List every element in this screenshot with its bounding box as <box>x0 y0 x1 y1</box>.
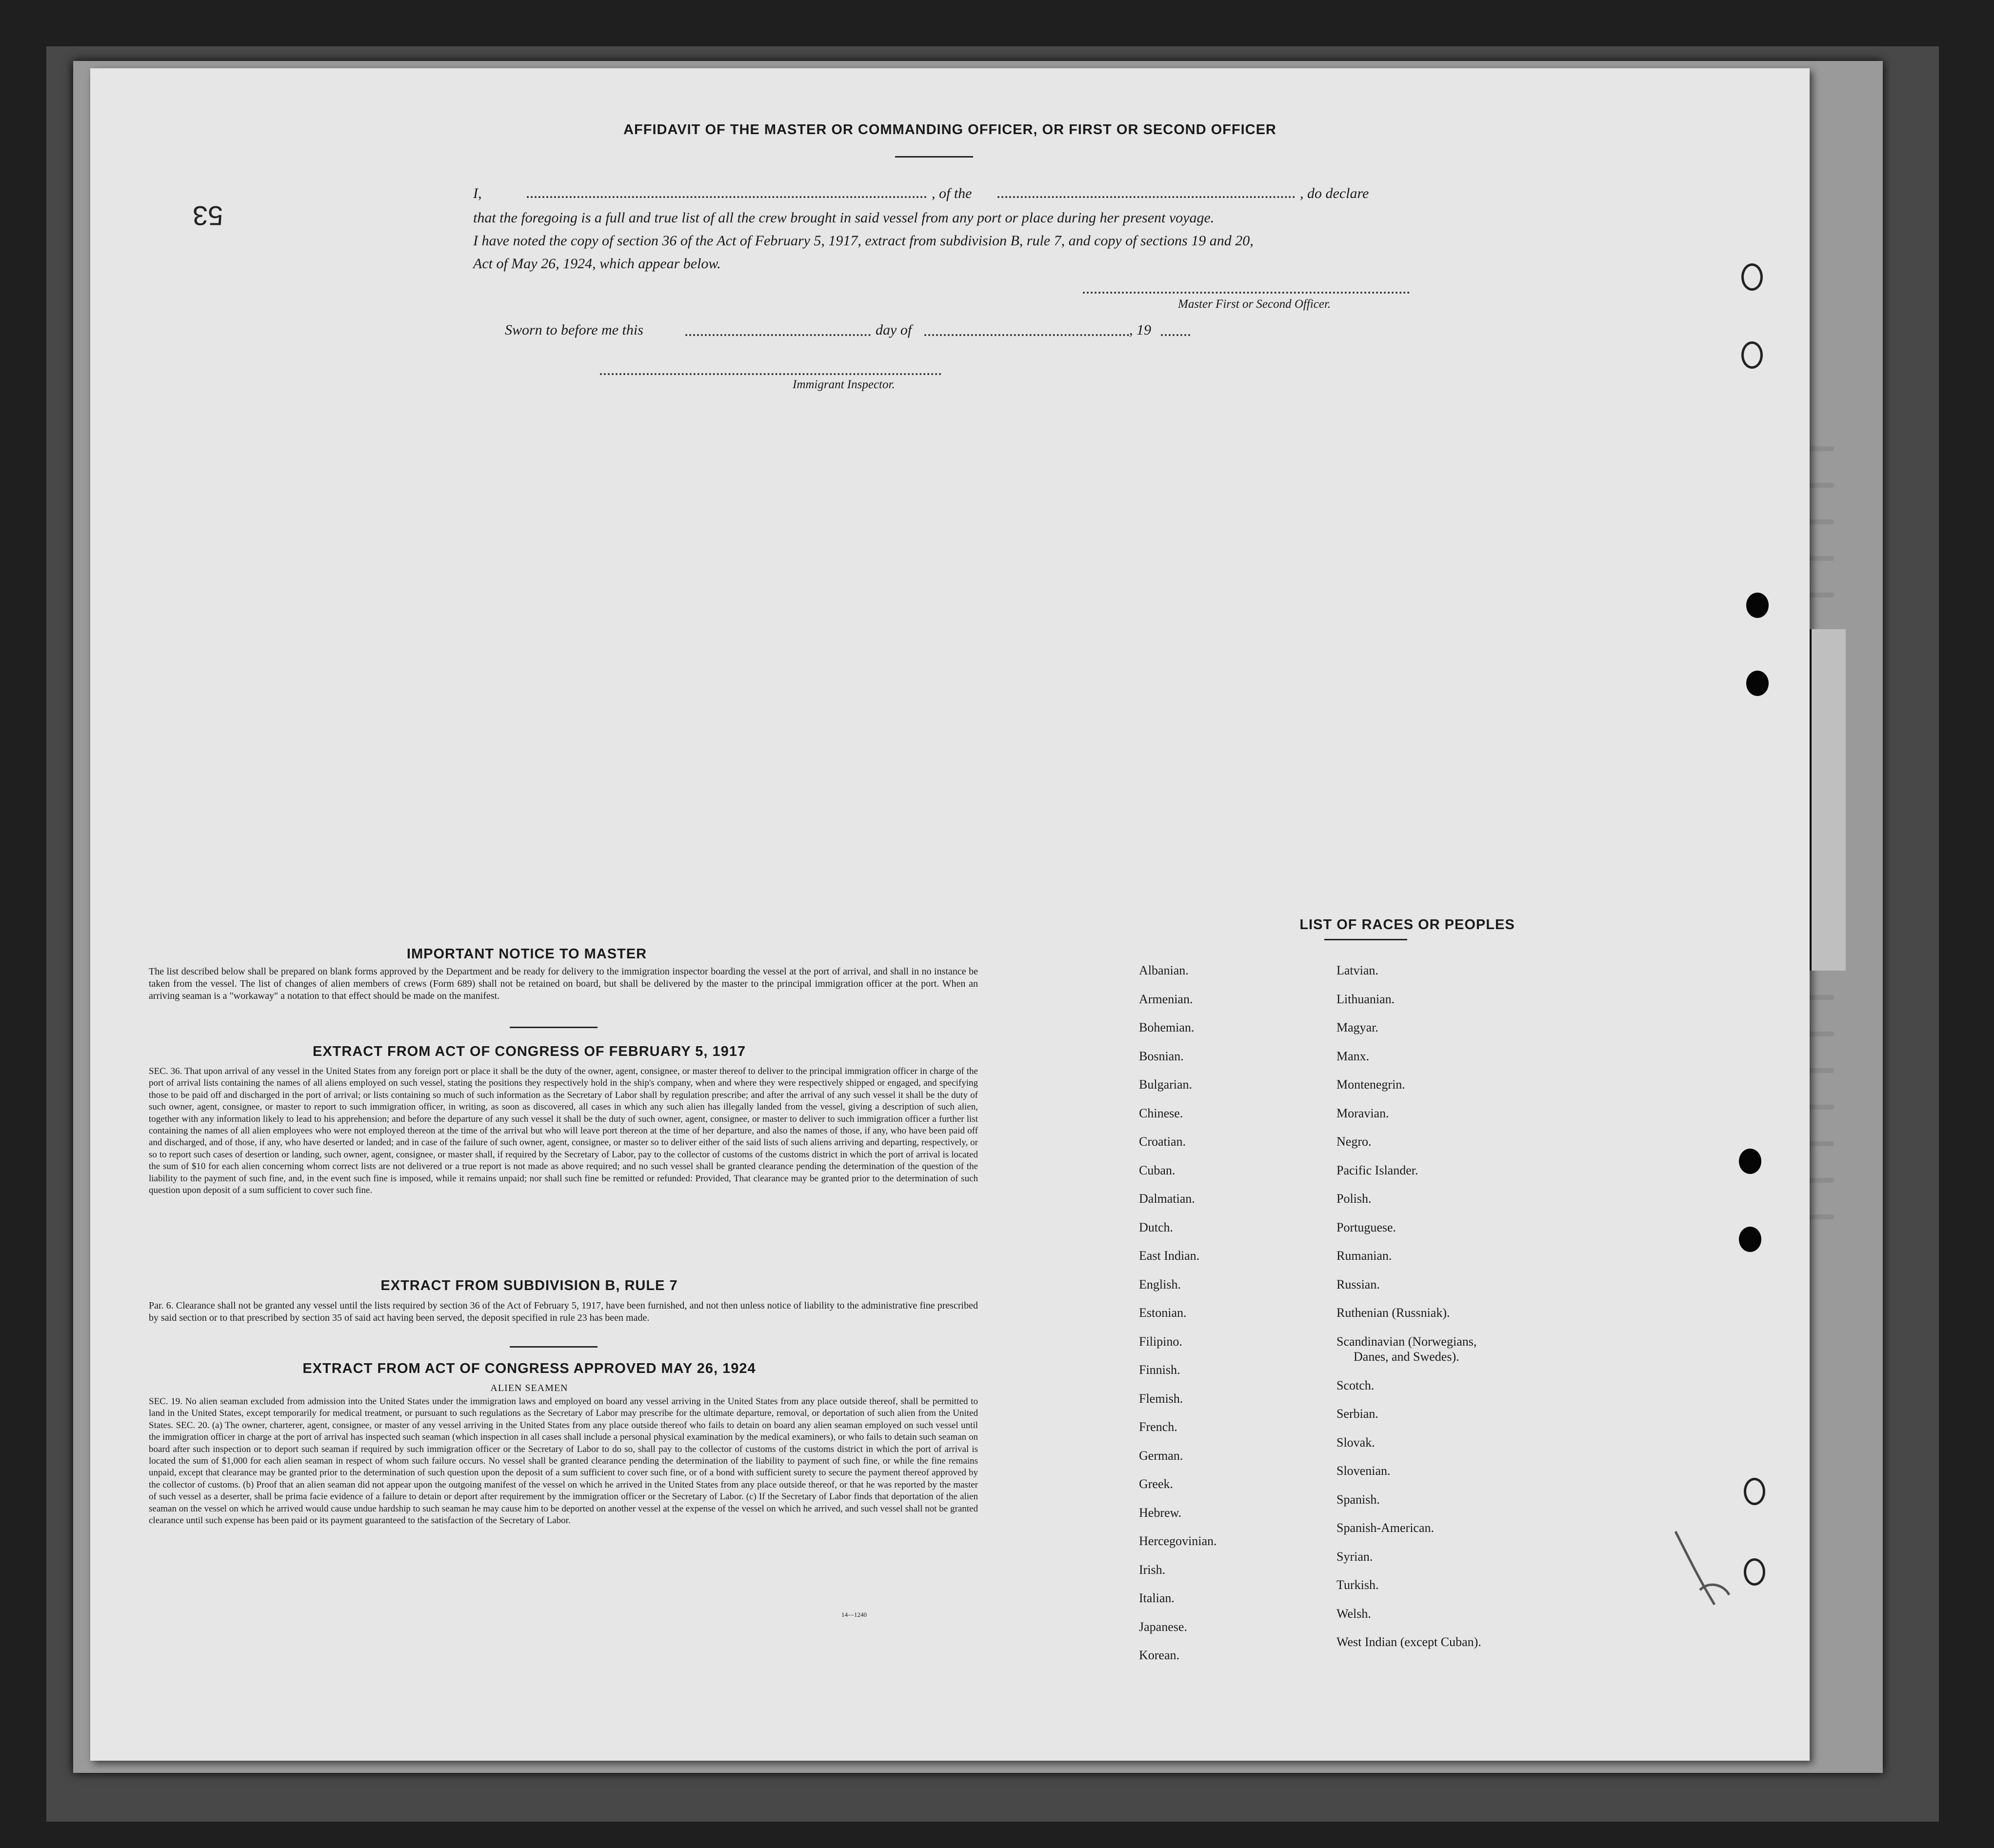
binder-hole <box>1741 341 1763 369</box>
extract-1917-title: EXTRACT FROM ACT OF CONGRESS OF FEBRUARY 5, 1917 <box>312 1044 746 1059</box>
extract-1924-title: EXTRACT FROM ACT OF CONGRESS APPROVED MAY 26, 1924 <box>302 1361 756 1376</box>
year-blank <box>1161 334 1190 336</box>
race-item: Moravian. <box>1336 1106 1389 1120</box>
binder-hole <box>1739 1149 1761 1174</box>
binder-hole <box>1741 263 1763 291</box>
affidavit-line-4: Act of May 26, 1924, which appear below. <box>473 256 721 272</box>
month-blank <box>924 334 1129 336</box>
extract-1924-text: SEC. 19. No alien seaman excluded from admission into the United States under the immigration laws and employed on board any vessel arriving in the United States from any place outside thereof, shall be permitted to land in the United States, except temporarily for medical treatment, or pursuant to such regulations as the Secretary of Labor may prescribe for the ultimate departure, removal, or deportation of such alien from the United States. SEC. 20. (a) The owner, charterer, agent, consignee, or master of any vessel arriving in the United States from any place outside thereof who fails to detain on board any alien seaman employed on such vessel until the immigration officer in charge at the port of arrival has inspected such seaman (which inspection in all cases shall include a personal physical examination by the medical examiners), or who fails to detain such seaman on board after such inspection or to deport such seaman if required by such immigration officer or the Secretary of Labor to do so, shall pay to the collector of customs of the customs district in which the port of arrival is located the sum of $1,000 for each alien seaman in respect of whom such failure occurs. No vessel shall be granted clearance pending the determination of the liability to payment of such fine, or while the fine remains unpaid, except that clearance may be granted prior to the determination of such question upon the deposit of a sum sufficient to cover such fine, or of a bond with sufficient surety to secure the payment thereof approved by the collector of customs. (b) Proof that an alien seaman did not appear upon the outgoing manifest of the vessel on which he arrived in the United States from any place outside thereof, or that he was reported by the master of such vessel as a deserter, shall be prima facie evidence of a failure to detain or deport after requirement by the immigration officer or the Secretary of Labor. (c) If the Secretary of Labor finds that deportation of the alien seaman on the vessel on which he arrived would cause undue hardship to such seaman he may cause him to be deported on another vessel at the expense of the vessel on which he arrived, and such vessel shall not be granted clearance until such expense has been paid or its payment guaranteed to the satisfaction of the Secretary of Labor. <box>149 1396 978 1526</box>
race-item: Hebrew. <box>1139 1505 1182 1520</box>
race-item: Portuguese. <box>1336 1220 1396 1234</box>
race-item: Scandinavian (Norwegians, <box>1336 1334 1477 1349</box>
sheet-edge-tab <box>1810 629 1846 971</box>
notice-title: IMPORTANT NOTICE TO MASTER <box>406 946 647 962</box>
divider <box>510 1346 598 1348</box>
affidavit-page <box>90 68 1810 1761</box>
race-item: Serbian. <box>1336 1407 1378 1421</box>
race-item: Dutch. <box>1139 1220 1174 1234</box>
race-item: West Indian (except Cuban). <box>1336 1635 1481 1649</box>
vessel-blank <box>997 196 1295 198</box>
race-item: Armenian. <box>1139 992 1193 1006</box>
binder-hole <box>1744 1478 1765 1505</box>
rule7-title: EXTRACT FROM SUBDIVISION B, RULE 7 <box>380 1278 678 1293</box>
race-item: Filipino. <box>1139 1334 1182 1349</box>
race-item: Syrian. <box>1336 1549 1373 1564</box>
race-item: Ruthenian (Russniak). <box>1336 1306 1450 1320</box>
form-number: 14—1240 <box>841 1611 867 1618</box>
handwritten-mark <box>1671 1522 1739 1610</box>
affidavit-i: I, <box>473 185 482 201</box>
race-item: Bohemian. <box>1139 1020 1195 1034</box>
divider <box>895 156 973 158</box>
affidavit-title: AFFIDAVIT OF THE MASTER OR COMMANDING OFFICER, OR FIRST OR SECOND OFFICER <box>623 122 1276 138</box>
race-item: Rumanian. <box>1336 1249 1392 1263</box>
inspector-label: Immigrant Inspector. <box>793 378 895 391</box>
race-item: Lithuanian. <box>1336 992 1395 1006</box>
inspector-signature-blank <box>600 373 941 375</box>
race-item: English. <box>1139 1277 1181 1292</box>
race-item: Turkish. <box>1336 1578 1379 1592</box>
race-item: Greek. <box>1139 1477 1174 1491</box>
race-item: Dalmatian. <box>1139 1192 1195 1206</box>
affidavit-line-3: I have noted the copy of section 36 of the Act of February 5, 1917, extract from subdivision B, rule 7, and copy of sections 19 and 20, <box>473 233 1254 249</box>
year-text: , 19 <box>1129 322 1151 338</box>
alien-seamen-subtitle: ALIEN SEAMEN <box>490 1383 568 1393</box>
page-number-stamp: 53 <box>193 200 223 231</box>
race-item: Estonian. <box>1139 1306 1187 1320</box>
race-item: Croatian. <box>1139 1134 1186 1149</box>
race-item: Cuban. <box>1139 1163 1176 1177</box>
binder-hole <box>1746 593 1769 618</box>
rule7-text: Par. 6. Clearance shall not be granted any vessel until the lists required by section 36 of the Act of February 5, 1917, have been furnished, and not then unless notice of liability to the administrative fine prescribed by said section or to that prescribed by section 35 of said act having been served, the deposit specified in rule 23 has been made. <box>149 1300 978 1323</box>
race-item: Magyar. <box>1336 1020 1378 1034</box>
name-blank <box>527 196 927 198</box>
race-item: Finnish. <box>1139 1363 1180 1377</box>
master-signature-blank <box>1083 292 1410 294</box>
race-item: Polish. <box>1336 1192 1372 1206</box>
race-item: Danes, and Swedes). <box>1354 1350 1459 1364</box>
race-item: Hercegovinian. <box>1139 1534 1217 1548</box>
binder-hole <box>1746 671 1769 696</box>
race-item: French. <box>1139 1420 1177 1434</box>
race-item: Spanish-American. <box>1336 1521 1435 1535</box>
race-item: Welsh. <box>1336 1606 1371 1621</box>
sworn-day-blank <box>685 334 871 336</box>
affidavit-of-the: , of the <box>932 185 972 201</box>
race-item: Japanese. <box>1139 1619 1187 1634</box>
race-item: Spanish. <box>1336 1492 1380 1507</box>
race-item: Russian. <box>1336 1277 1380 1292</box>
sworn-text: Sworn to before me this <box>505 322 643 338</box>
race-item: Pacific Islander. <box>1336 1163 1418 1177</box>
race-item: Korean. <box>1139 1648 1180 1662</box>
binder-hole <box>1744 1558 1765 1586</box>
race-item: Albanian. <box>1139 963 1189 977</box>
divider <box>1324 939 1407 940</box>
race-item: Montenegrin. <box>1336 1077 1405 1092</box>
day-of-text: day of <box>876 322 912 338</box>
affidavit-do-declare: , do declare <box>1300 185 1369 201</box>
race-item: Latvian. <box>1336 963 1378 977</box>
race-item: German. <box>1139 1448 1183 1463</box>
race-item: Bosnian. <box>1139 1049 1184 1063</box>
affidavit-line-2: that the foregoing is a full and true list of all the crew brought in said vessel from any port or place during her present voyage. <box>473 210 1215 226</box>
race-item: Flemish. <box>1139 1391 1183 1406</box>
notice-text: The list described below shall be prepared on blank forms approved by the Department and be ready for delivery to the immigration inspector boarding the vessel at the port of arrival, and shall in no instance be taken from the vessel. The list of changes of alien members of crews (Form 689) shall not be retained on board, but shall be delivered by the master to the principal immigration officer at the port. When an arriving seaman is a "workaway" a notation to that effect should be made on the manifest. <box>149 966 978 1001</box>
race-item: Slovenian. <box>1336 1464 1391 1478</box>
race-item: Manx. <box>1336 1049 1370 1063</box>
race-item: Irish. <box>1139 1562 1166 1577</box>
master-label: Master First or Second Officer. <box>1178 298 1331 311</box>
binder-hole <box>1739 1227 1761 1252</box>
race-item: Bulgarian. <box>1139 1077 1193 1092</box>
race-item: Chinese. <box>1139 1106 1183 1120</box>
race-item: Slovak. <box>1336 1435 1375 1450</box>
race-item: East Indian. <box>1139 1249 1200 1263</box>
race-item: Negro. <box>1336 1134 1372 1149</box>
race-item: Italian. <box>1139 1591 1175 1605</box>
race-item: Scotch. <box>1336 1378 1375 1392</box>
races-title: LIST OF RACES OR PEOPLES <box>1299 917 1515 933</box>
divider <box>510 1027 598 1028</box>
extract-1917-text: SEC. 36. That upon arrival of any vessel in the United States from any foreign port or place it shall be the duty of the owner, agent, consignee, or master thereof to deliver to the principal immigration officer in charge of the port of arrival lists containing the names of all aliens employed on such vessel, stating the positions they respectively hold in the ship's company, when and where they were respectively shipped or engaged, and specifying those to be paid off and discharged in the port of arrival; or lists containing so much of such information as the Secretary of Labor shall by regulation prescribe; and after the arrival of any such vessel it shall be the duty of such owner, agent, consignee, or master to report to such immigration officer, in writing, as soon as discovered, all cases in which any such alien has illegally landed from the vessel, giving a description of such alien, together with any information likely to lead to his apprehension; and before the departure of any such vessel it shall be the duty of such owner, agent, consignee, or master to deliver to such immigration officer a further list containing the names of all alien employees who were not employed thereon at the time of the arrival but who will leave port thereon at the time of her departure, and also the names of those, if any, who have been paid off and discharged, and of those, if any, who have deserted or landed; and in case of the failure of such owner, agent, consignee, or master so to deliver either of the said lists of such aliens arriving and departing, respectively, or so to report such cases of desertion or landing, such owner, agent, consignee, or master shall, if required by the Secretary of Labor, pay to the collector of customs of the customs district in which the port of arrival is located the sum of $10 for each alien concerning whom correct lists are not delivered or a true report is not made as above required; and no such vessel shall be granted clearance pending the determination of the question of the liability to the payment of such fine, and, in the event such fine is imposed, while it remains unpaid; nor shall such fine be remitted or refunded: Provided, That clearance may be granted prior to the determination of such question upon deposit of a sum sufficient to cover such fine. <box>149 1066 978 1196</box>
